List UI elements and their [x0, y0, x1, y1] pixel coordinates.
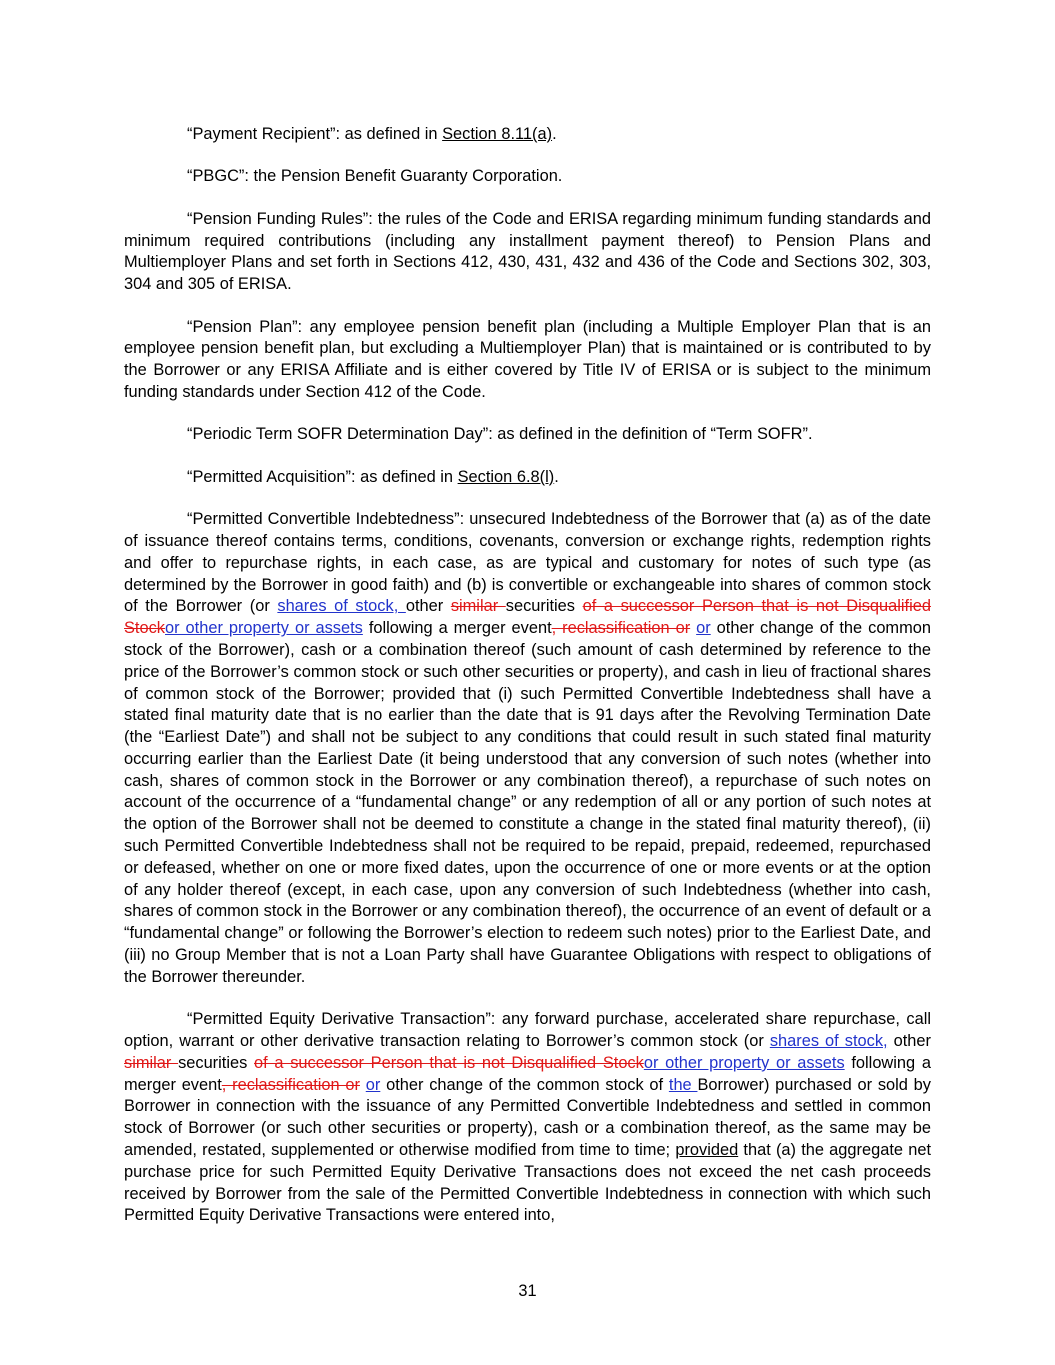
defined-term: “Pension Funding Rules”: [187, 209, 369, 228]
definition-text: : any forward purchase, accelerated share repurchase, call option, warrant or other derivative transaction relating to Borrower’s common stock (or: [124, 1010, 931, 1051]
definition-text: other change of the common stock of: [380, 1075, 669, 1094]
tracked-deletion: , reclassification or: [551, 619, 691, 638]
document-body: [124, 124, 931, 1248]
tracked-deletion: similar: [124, 1053, 179, 1072]
tracked-deletion: , reclassification or: [221, 1075, 360, 1094]
definition-pbgc: [124, 166, 931, 188]
tracked-insertion: or: [365, 1075, 381, 1094]
tracked-deletion: of a successor Person that is not Disqualified Stock: [254, 1053, 644, 1072]
definition-text: other: [887, 1032, 931, 1051]
definition-end: .: [554, 467, 559, 486]
defined-term: “PBGC”: [187, 167, 245, 186]
definition-text: : unsecured Indebtedness of the Borrower that (a) as of the date of issuance thereof contains terms, conditions, covenants, conversion or exchange rights, redemption rights and offer to repurchase rights, in each case, as are typical and customary for notes of such type (as determined by the Borrower in good faith) and (b) is convertible or exchangeable into shares of common stock of the Borrower (or: [124, 510, 931, 616]
definition-permitted-convertible-indebtedness: [124, 509, 931, 989]
definition-payment-recipient: [124, 124, 931, 146]
definition-text: : the Pension Benefit Guaranty Corporation.: [244, 167, 563, 186]
definition-text: securities: [178, 1053, 254, 1072]
tracked-insertion: shares of stock,: [277, 597, 406, 616]
defined-term: “Pension Plan”: [187, 317, 298, 336]
definition-text: that (a) the aggregate net purchase price for such Permitted Equity Derivative Transactions does not exceed the net cash proceeds received by Borrower from the sale of the Permitted Convertible Indebtedness in connection with which such Permitted Equity Derivative Transactions were entered into,: [124, 1141, 931, 1225]
definition-permitted-acquisition: [124, 467, 931, 489]
section-reference: Section 6.8(l): [457, 467, 555, 486]
definition-periodic-term-sofr: [124, 424, 931, 446]
tracked-insertion: the: [668, 1075, 698, 1094]
definition-text: other: [405, 597, 451, 616]
tracked-insertion: shares of stock,: [769, 1032, 888, 1051]
definition-text: other change of the common stock of the Borrower), cash or a combination thereof (such amount of cash determined by reference to the price of the Borrower’s common stock or such other securities or property), and cash in lieu of fractional shares of common stock of the Borrower; provided that (i) such Permitted Convertible Indebtedness shall have a stated final maturity date that is no earlier than the date that is 91 days after the Revolving Termination Date (the “Earliest Date”) and shall not be subject to any conditions that could result in such stated final maturity occurring earlier than the Earliest Date (it being understood that any conversion of such notes (whether into cash, shares of common stock in the Borrower or any combination thereof), a repurchase of such notes on account of the occurrence of a “fundamental change” or any redemption of all or any portion of such notes at the option of the Borrower shall not be deemed to constitute a change in the stated final maturity thereof), (ii) such Permitted Convertible Indebtedness shall not be required to be repaid, prepaid, redeemed, repurchased or defeased, whether on one or more fixed dates, upon the occurrence of one or more events or at the option of any holder thereof (except, in each case, upon any conversion of such Indebtedness (whether into cash, shares of common stock in the Borrower or any combination thereof), the occurrence of an event of default or a “fundamental change” or following the Borrower’s election to redeem such notes) prior to the Earliest Date, and (iii) no Group Member that is not a Loan Party shall have Guarantee Obligations with respect to obligations of the Borrower thereunder.: [124, 619, 931, 986]
defined-term: “Periodic Term SOFR Determination Day”: [187, 425, 489, 444]
defined-term: “Permitted Convertible Indebtedness”: [187, 510, 460, 529]
definition-text: : as defined in: [335, 125, 443, 143]
tracked-insertion: or: [696, 619, 711, 638]
defined-term: “Payment Recipient”: [187, 125, 336, 143]
definition-permitted-equity-derivative: [124, 1009, 931, 1227]
definition-text: following a merger event: [362, 619, 552, 638]
definition-text: Borrower) purchased or sold by Borrower in connection with the issuance of any Permitted Convertible Indebtedness and settled in common stock of Borrower (or such other securities or property), cash or a combination thereof, as the same may be amended, restated, supplemented or otherwise modified from time to time;: [124, 1075, 931, 1160]
page-number: 31: [518, 1282, 537, 1300]
defined-term: “Permitted Acquisition”: [187, 467, 351, 486]
definition-end: .: [552, 125, 557, 143]
definition-text: following a merger event: [124, 1053, 931, 1094]
provided-keyword: provided: [675, 1141, 739, 1160]
definition-text: : the rules of the Code and ERISA regarding minimum funding standards and minimum required contributions (including any installment payment thereof) to Pension Plans and Multiemployer Plans and set forth in Sections 412, 430, 431, 432 and 436 of the Code and Sections 302, 303, 304 and 305 of ERISA.: [124, 209, 931, 294]
definition-pension-plan: [124, 317, 931, 404]
section-reference: Section 8.11(a): [442, 125, 553, 143]
definition-text: securities: [505, 597, 583, 616]
tracked-insertion: or other property or assets: [165, 619, 363, 638]
tracked-deletion: similar: [450, 597, 506, 616]
definition-text: : as defined in: [350, 467, 458, 486]
defined-term: “Permitted Equity Derivative Transaction”: [187, 1010, 491, 1029]
definition-pension-funding-rules: [124, 209, 931, 296]
tracked-insertion: or other property or assets: [643, 1053, 845, 1072]
definition-text: : any employee pension benefit plan (including a Multiple Employer Plan that is an employee pension benefit plan, but excluding a Multiemployer Plan) that is maintained or is contributed to by the Borrower or any ERISA Affiliate and is either covered by Title IV of ERISA or is subject to the minimum funding standards under Section 412 of the Code.: [124, 317, 931, 401]
tracked-deletion: of a successor Person that is not Disqualified Stock: [124, 597, 931, 638]
definition-text: : as defined in the definition of “Term SOFR”.: [488, 425, 813, 444]
